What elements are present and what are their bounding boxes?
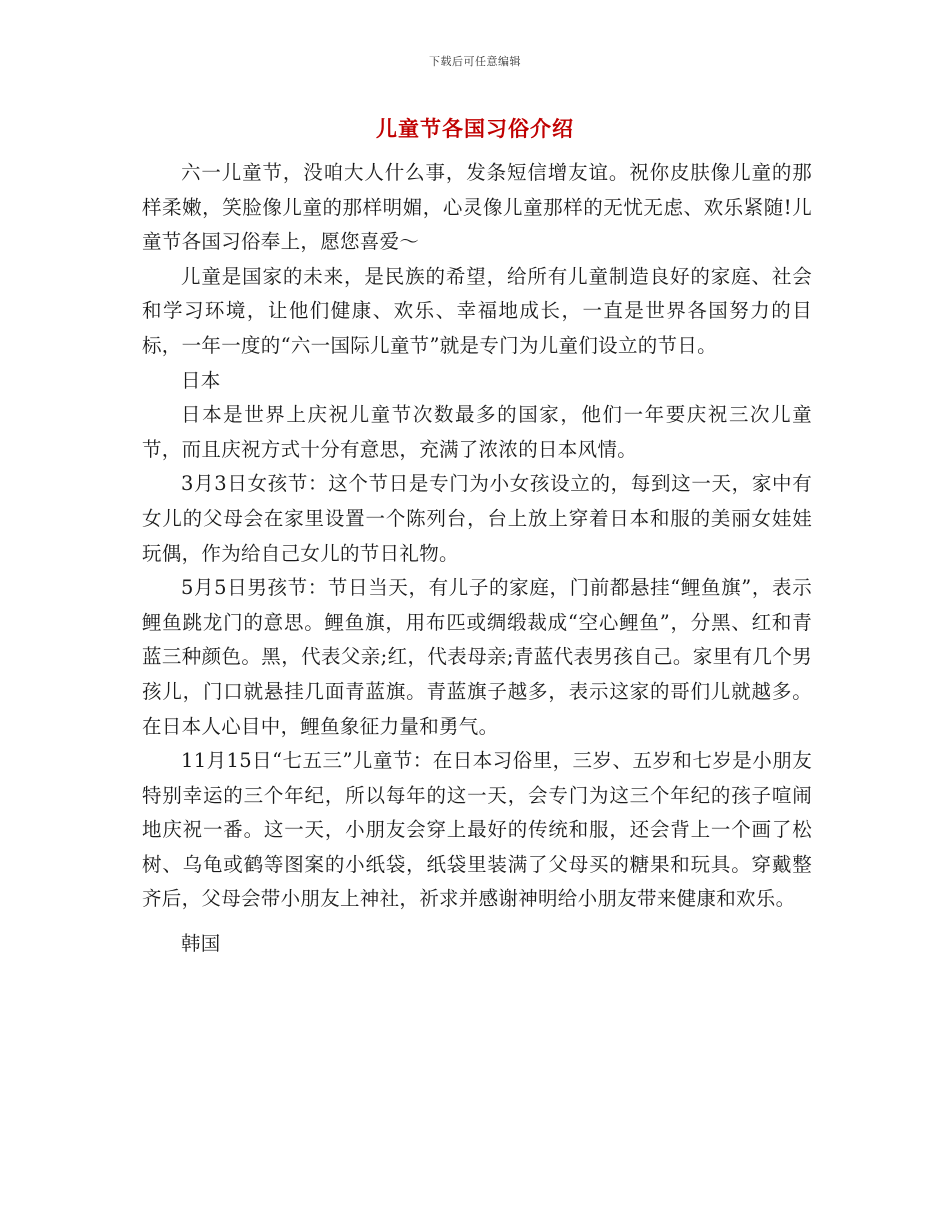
section-heading-japan: 日本 [181,368,221,392]
paragraph-purpose: 儿童是国家的未来，是民族的希望，给所有儿童制造良好的家庭、社会和学习环境，让他们健康、欢乐、幸福地成长，一直是世界各国努力的目标，一年一度的“六一国际儿童节”就是专门为儿童们设立的节日。 [142,264,812,357]
document-body [142,156,812,962]
section-heading-korea: 韩国 [181,932,221,956]
document-title: 儿童节各国习俗介绍 [376,116,574,141]
paragraph-shichi-go-san: 11月15日“七五三”儿童节：在日本习俗里，三岁、五岁和七岁是小朋友特别幸运的三个年纪，所以每年的这一天，会专门为这三个年纪的孩子喧闹地庆祝一番。这一天，小朋友会穿上最好的传统和服，还会背上一个画了松树、乌龟或鹤等图案的小纸袋，纸袋里装满了父母买的糖果和玩具。穿戴整齐后，父母会带小朋友上神社，祈求并感谢神明给小朋友带来健康和欢乐。 [142,749,812,911]
paragraph-boys-day: 5月5日男孩节：节日当天，有儿子的家庭，门前都悬挂“鲤鱼旗”，表示鲤鱼跳龙门的意思。鲤鱼旗，用布匹或绸缎裁成“空心鲤鱼”，分黑、红和青蓝三种颜色。黑，代表父亲;红，代表母亲;青蓝代表男孩自己。家里有几个男孩儿，门口就悬挂几面青蓝旗。青蓝旗子越多，表示这家的哥们儿就越多。在日本人心目中，鲤鱼象征力量和勇气。 [142,576,812,738]
paragraph-japan-intro: 日本是世界上庆祝儿童节次数最多的国家，他们一年要庆祝三次儿童节，而且庆祝方式十分有意思，充满了浓浓的日本风情。 [142,403,812,461]
paragraph-girls-day: 3月3日女孩节：这个节日是专门为小女孩设立的，每到这一天，家中有女儿的父母会在家里设置一个陈列台，台上放上穿着日本和服的美丽女娃娃玩偶，作为给自己女儿的节日礼物。 [142,472,812,565]
paragraph-intro: 六一儿童节，没咱大人什么事，发条短信增友谊。祝你皮肤像儿童的那样柔嫩，笑脸像儿童的那样明媚，心灵像儿童那样的无忧无虑、欢乐紧随!儿童节各国习俗奉上，愿您喜爱～ [142,161,812,254]
header-note: 下载后可任意编辑 [429,55,521,68]
